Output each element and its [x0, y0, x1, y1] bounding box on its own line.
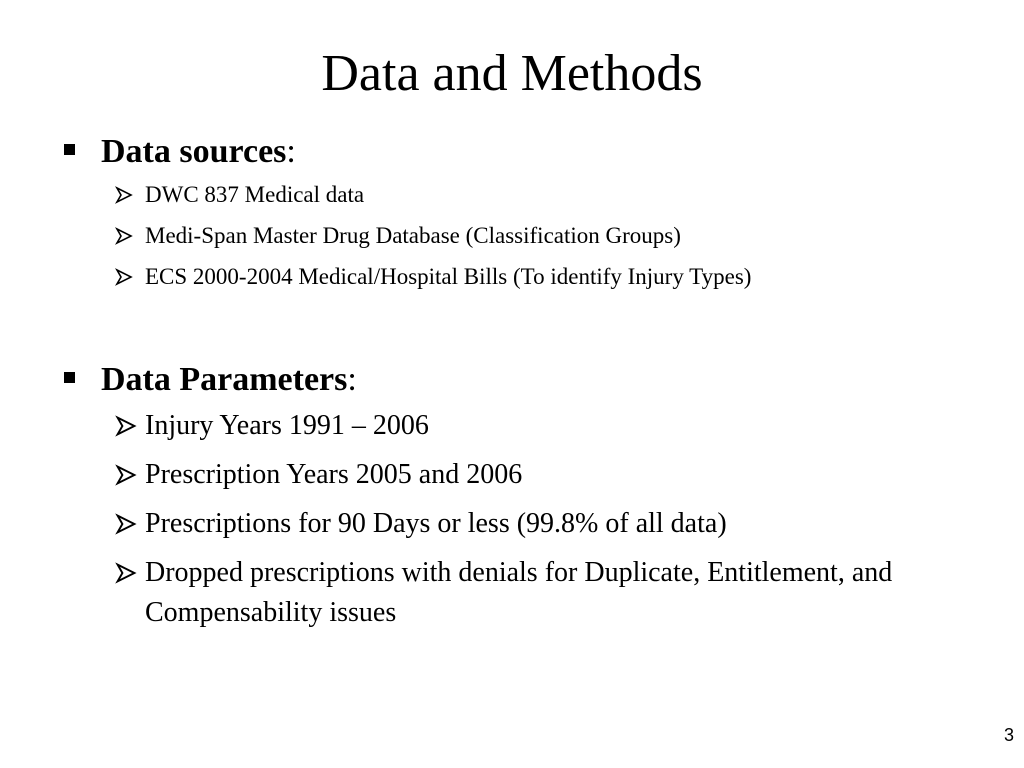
- level2-bullet-item: [0, 553, 1024, 643]
- section-data-parameters: [0, 358, 1024, 643]
- level2-bullet-item: [0, 260, 1024, 301]
- bullet-text: Prescription Years 2005 and 2006: [145, 459, 523, 490]
- heading-colon: :: [286, 133, 296, 170]
- arrowhead-bullet-icon: [114, 512, 138, 536]
- arrowhead-bullet-icon: [114, 414, 138, 438]
- bullet-text: Prescriptions for 90 Days or less (99.8% of all data): [145, 508, 727, 539]
- level2-bullet-item: [0, 406, 1024, 455]
- level1-bullet-item: [0, 130, 1024, 178]
- slide-title: Data and Methods: [321, 45, 703, 102]
- arrowhead-bullet-icon: [114, 561, 138, 585]
- bullet-text: Medi-Span Master Drug Database (Classification Groups): [145, 223, 681, 248]
- level2-bullet-item: [0, 455, 1024, 504]
- bullet-text: Injury Years 1991 – 2006: [145, 410, 429, 441]
- square-bullet-icon: [64, 144, 75, 155]
- bullet-text: ECS 2000-2004 Medical/Hospital Bills (To identify Injury Types): [145, 264, 752, 289]
- bullet-text: Dropped prescriptions with denials for Duplicate, Entitlement, and Compensability issues: [145, 557, 893, 628]
- arrowhead-bullet-icon: [114, 185, 134, 205]
- bullet-text: DWC 837 Medical data: [145, 182, 365, 207]
- level1-bullet-item: [0, 358, 1024, 406]
- square-bullet-icon: [64, 372, 75, 383]
- arrowhead-bullet-icon: [114, 267, 134, 287]
- level2-bullet-item: [0, 504, 1024, 553]
- page-number: 3: [1003, 725, 1014, 745]
- heading-colon: :: [347, 361, 357, 398]
- arrowhead-bullet-icon: [114, 226, 134, 246]
- section-data-sources: [0, 130, 1024, 301]
- level2-bullet-item: [0, 219, 1024, 260]
- arrowhead-bullet-icon: [114, 463, 138, 487]
- section-heading: Data Parameters: [101, 361, 348, 398]
- level2-bullet-item: [0, 178, 1024, 219]
- section-heading: Data sources: [101, 133, 287, 170]
